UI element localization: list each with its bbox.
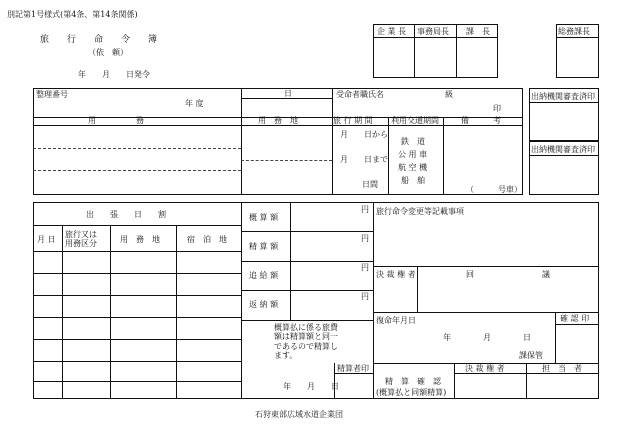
audit-divider	[529, 155, 599, 156]
col-business: 用 務	[88, 116, 144, 125]
col-line	[110, 225, 111, 399]
col-line	[334, 363, 335, 399]
dash-line	[33, 148, 241, 149]
col-line	[555, 312, 556, 363]
form-id: 別記第1号様式(第4条、第14条関係)	[7, 10, 138, 19]
row-line	[33, 125, 523, 126]
row-line	[334, 373, 373, 374]
yen-2: 円	[361, 234, 369, 243]
col-line	[388, 117, 389, 195]
col-line	[526, 363, 527, 399]
org-name: 石狩東部広域水道企業団	[255, 410, 343, 419]
confirm-seal-label: 確 認 印	[560, 314, 590, 323]
period-days: 日間	[362, 180, 378, 189]
col-remarks: 備 考	[461, 116, 501, 125]
row-line	[241, 261, 373, 262]
col-line	[176, 225, 177, 399]
col-line	[241, 88, 242, 195]
decision-authority: 決 裁 権 者	[376, 270, 416, 279]
fiscal-year: 年 度	[185, 99, 204, 108]
grade-label: 級	[445, 90, 453, 99]
period-to: 月 日まで	[340, 155, 388, 164]
log-row-line	[33, 381, 241, 382]
return-label: 復命年月日	[376, 316, 416, 325]
transport-car: 公 用 車	[398, 150, 428, 159]
transport-rail: 鉄 道	[401, 137, 425, 146]
log-col-location: 用 務 地	[120, 235, 160, 244]
form-title: 旅 行 命 令 簿	[40, 35, 158, 45]
settle-confirm-label: 精 算 確 認	[385, 377, 441, 386]
yen-4: 円	[361, 292, 369, 301]
col-line	[332, 88, 333, 195]
row-line	[241, 98, 332, 99]
approval-col-line	[456, 24, 457, 78]
approval-head-chief: 課 長	[466, 27, 490, 36]
audit-divider	[529, 102, 599, 103]
log-col-type: 旅行又は 用務区分	[65, 230, 97, 249]
row-line	[241, 231, 373, 232]
yen-3: 円	[361, 263, 369, 272]
row-line	[555, 324, 599, 325]
amount-estimate: 概 算 額	[249, 213, 279, 222]
custodian-label: 課保管	[519, 351, 543, 360]
row-line	[373, 266, 599, 267]
col-line	[62, 225, 63, 399]
amount-settled: 精 算 額	[249, 242, 279, 251]
row-line	[373, 312, 599, 313]
audit-label-2: 出納機関審査済印	[531, 145, 595, 154]
settle-seal-label: 精算者印	[337, 364, 369, 373]
row-line	[454, 373, 599, 374]
yen-1: 円	[361, 205, 369, 214]
col-period: 旅 行 期 間	[333, 116, 373, 125]
row-line	[241, 320, 373, 321]
period-from: 月 日から	[340, 130, 388, 139]
settle-note: 概算払に係る旅費 額は精算額と同一 であるので精算し ます。	[274, 323, 338, 361]
dash-line	[241, 160, 332, 161]
issue-date: 年 月 日発令	[78, 70, 150, 79]
col-location: 用 務 地	[258, 116, 298, 125]
gm-divider	[556, 37, 599, 38]
confirm-authority: 決 裁 権 者	[465, 364, 505, 373]
transport-air: 航 空 機	[398, 163, 428, 172]
return-date: 年 月 日	[443, 333, 531, 342]
log-row-line	[33, 317, 241, 318]
decision-times: 回	[466, 270, 474, 279]
log-col-date: 月 日	[37, 235, 56, 244]
recipient-label: 受命者職氏名	[336, 90, 384, 99]
car-number: （ 号車）	[466, 185, 522, 194]
settle-confirm-sub: (概算払と同額精算)	[376, 388, 447, 397]
log-row-line	[33, 361, 241, 362]
log-row-line	[33, 295, 241, 296]
approval-col-line	[414, 24, 415, 78]
trip-log-heading: 出 張 日 割	[86, 210, 166, 219]
col-line	[373, 202, 374, 399]
amount-additional: 追 給 額	[249, 271, 279, 280]
audit-label-1: 出納機関審査済印	[531, 92, 595, 101]
transport-ship: 船 舶	[401, 176, 425, 185]
approval-divider	[373, 37, 498, 38]
settle-date: 年 月 日	[283, 382, 339, 391]
col-line	[454, 363, 455, 399]
row-line	[241, 290, 373, 291]
trip-order-table	[33, 88, 523, 195]
col-line	[417, 266, 418, 312]
decision-discussion: 議	[542, 270, 550, 279]
row-line	[33, 225, 241, 226]
dash-line	[33, 170, 241, 171]
log-col-lodging: 宿 泊 地	[187, 235, 227, 244]
general-manager-label: 総務課長	[558, 27, 590, 36]
row-line	[33, 251, 241, 252]
col-transport: 利用交通期間	[391, 116, 439, 125]
day-label: 日	[284, 89, 292, 98]
log-row-line	[33, 273, 241, 274]
changes-label: 旅行命令変更等記載事項	[376, 207, 464, 216]
form-subtitle: （依 頼）	[88, 48, 128, 57]
log-row-line	[33, 339, 241, 340]
seq-label: 整理番号	[36, 90, 68, 99]
approval-head-ceo: 企 業 長	[377, 27, 407, 36]
approval-head-director: 事務局長	[417, 27, 449, 36]
confirm-person: 担 当 者	[542, 364, 582, 373]
seal-mark: 印	[493, 104, 501, 113]
amount-return: 返 納 額	[249, 300, 279, 309]
col-line	[443, 117, 444, 195]
